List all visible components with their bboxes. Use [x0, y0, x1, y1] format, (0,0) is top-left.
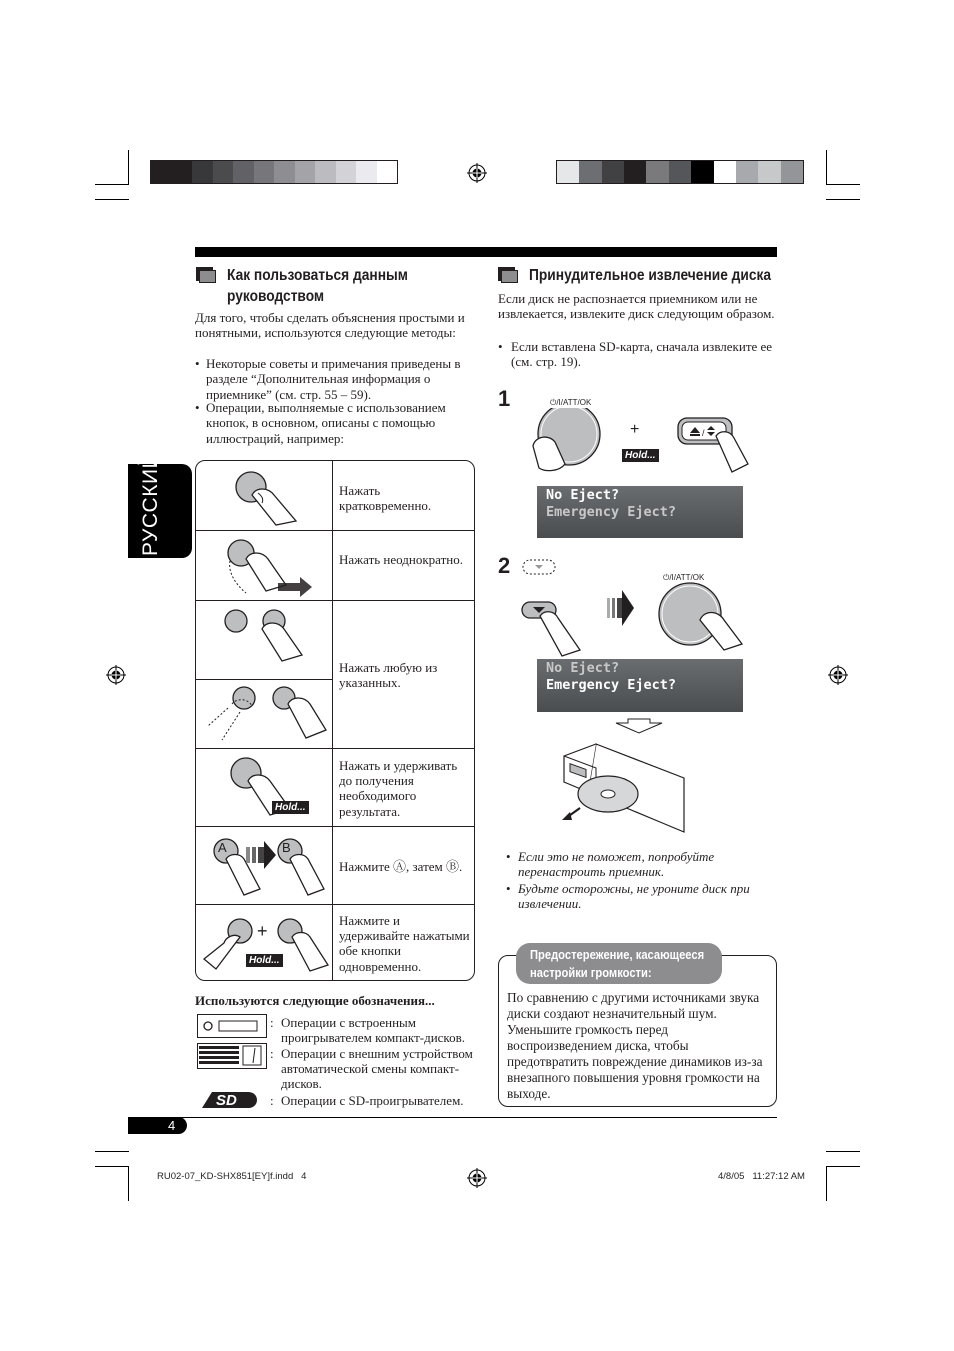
caution-title-pill: [516, 943, 722, 984]
color-swatch: [192, 161, 213, 183]
registration-mark-left: [106, 665, 126, 685]
left-bullet-2: • Операции, выполняемые с использованием кнопок, в основном, описаны с помощью иллюстраций, например:: [195, 400, 475, 446]
right-intro: Если диск не распознается приемником или не извлекается, извлеките диск следующим образом.: [498, 291, 775, 322]
caution-text: По сравнению с другими источниками звука диски создают незначительный шум. Уменьшите громкость перед воспроизведением диска, чтобы предотвратить повреждение динамиков из-за внезапного повышения уровня громкости на выходе.: [507, 990, 763, 1101]
symbol-colon-3: :: [270, 1093, 274, 1108]
color-swatch: [579, 161, 601, 183]
hold-badge: Hold...: [272, 801, 309, 814]
right-note-1: • Если это не поможет, попробуйте перенастроить приемник.: [506, 849, 776, 880]
language-tab: [128, 452, 192, 558]
lcd-1-line2: Emergency Eject?: [546, 504, 677, 520]
press-any-illustration-a: [216, 603, 326, 677]
right-note-2: • Будьте осторожны, не уроните диск при извлечении.: [506, 881, 776, 912]
color-swatch: [646, 161, 668, 183]
color-swatch: [669, 161, 691, 183]
color-swatch: [377, 161, 398, 183]
example-hold-both-text: Нажмите и удерживайте нажатыми обе кнопки одновременно.: [339, 913, 470, 974]
color-swatch: [233, 161, 254, 183]
lcd-2-line2: Emergency Eject?: [546, 677, 677, 693]
next-step-arrow: [607, 588, 635, 628]
page-number-tab: [128, 1117, 187, 1134]
left-heading-line2: руководством: [227, 288, 325, 305]
bottom-rule: [128, 1117, 777, 1118]
svg-text:/: /: [702, 428, 705, 438]
registration-mark-top: [467, 163, 487, 183]
left-intro: Для того, чтобы сделать объяснения простыми и понятными, используются следующие методы:: [195, 310, 465, 341]
down-button-dashed-icon: [522, 559, 556, 575]
plus-sign: +: [630, 421, 640, 438]
left-bullet-1: • Некоторые советы и примечания приведены в разделе “Дополнительная информация о приемнике” (см. стр. 55 – 59).: [195, 356, 475, 402]
svg-text:+: +: [257, 921, 268, 941]
builtin-cd-icon: [197, 1014, 267, 1038]
left-bullet-1-text: Некоторые советы и примечания приведены в разделе “Дополнительная информация о приемнике” (см. стр. 55 – 59).: [206, 356, 461, 402]
step-2-number: 2: [498, 553, 511, 578]
lcd-display-1: [537, 486, 743, 538]
cd-changer-icon: [197, 1043, 267, 1069]
power-button-illustration-1: [515, 408, 605, 474]
color-bar-right: [556, 160, 804, 184]
color-bar-left: [150, 160, 398, 184]
color-swatch: [557, 161, 579, 183]
color-swatch: [336, 161, 357, 183]
color-swatch: [602, 161, 624, 183]
footer-date: 4/8/05 11:27:12 AM: [718, 1171, 805, 1182]
registration-mark-bottom: [467, 1168, 487, 1188]
right-note-1-text: Если это не поможет, попробуйте перенастроить приемник.: [518, 849, 715, 880]
button-examples-table: [195, 460, 475, 981]
hold-badge-step1: Hold...: [622, 449, 659, 462]
right-heading-icon: [498, 267, 518, 283]
press-any-illustration-b: [204, 682, 330, 746]
footer-file: RU02-07_KD-SHX851[EY]f.indd 4: [157, 1171, 307, 1182]
right-bullet-text: Если вставлена SD-карта, сначала извлеките ее (см. стр. 19).: [511, 339, 773, 370]
color-swatch: [172, 161, 193, 183]
example-hold-text: Нажать и удерживать до получения необходимого результата.: [339, 758, 458, 819]
color-swatch: [758, 161, 780, 183]
disc-ejecting-illustration: [560, 738, 690, 838]
color-swatch: [781, 161, 803, 183]
label-b: B: [282, 840, 291, 855]
lcd-2-line1: No Eject?: [546, 660, 620, 676]
language-tab-label: РУССКИЙ: [139, 452, 162, 556]
step-1-number: 1: [498, 386, 511, 411]
result-arrow-down: [614, 718, 664, 734]
color-swatch: [213, 161, 234, 183]
left-heading-line1: Как пользоваться данным: [227, 267, 408, 284]
power-button-label-2: ⏻/I/ATT/OK: [663, 573, 705, 582]
color-swatch: [274, 161, 295, 183]
caution-title: Предостережение, касающееся настройки громкости:: [530, 947, 705, 980]
sd-logo-text: SD: [216, 1092, 237, 1109]
label-a: A: [218, 840, 227, 855]
page-number: 4: [168, 1118, 176, 1133]
power-button-illustration-2: [654, 582, 746, 652]
color-swatch: [151, 161, 172, 183]
right-note-2-text: Будьте осторожны, не уроните диск при извлечении.: [518, 881, 750, 912]
sd-logo-icon: [198, 1088, 262, 1112]
press-repeatedly-illustration: [216, 533, 328, 597]
example-press-any-text: Нажать любую из указанных.: [339, 660, 438, 691]
down-button-illustration: [520, 598, 588, 658]
symbol-colon-2: :: [270, 1046, 274, 1061]
lcd-display-2: [537, 659, 743, 712]
color-swatch: [254, 161, 275, 183]
symbol-desc-1: Операции с встроенным проигрывателем компакт-дисков.: [281, 1015, 465, 1046]
example-a-then-b-text: Нажмите Ⓐ, затем Ⓑ.: [339, 859, 463, 874]
eject-button-illustration: [676, 416, 756, 474]
power-button-label-1: ⏻/I/ATT/OK: [550, 398, 592, 407]
example-press-text: Нажать кратковременно.: [339, 483, 432, 514]
color-swatch: [691, 161, 713, 183]
left-heading-icon: [196, 267, 216, 283]
right-heading: Принудительное извлечение диска: [529, 267, 772, 284]
color-swatch: [295, 161, 316, 183]
color-swatch: [356, 161, 377, 183]
color-swatch: [714, 161, 736, 183]
color-swatch: [315, 161, 336, 183]
color-swatch: [624, 161, 646, 183]
symbol-desc-2: Операции с внешним устройством автоматической смены компакт-дисков.: [281, 1046, 473, 1092]
right-bullet: • Если вставлена SD-карта, сначала извлеките ее (см. стр. 19).: [498, 339, 776, 370]
color-swatch: [736, 161, 758, 183]
lcd-1-line1: No Eject?: [546, 487, 620, 503]
top-rule: [195, 247, 777, 257]
example-press-repeat-text: Нажать неоднократно.: [339, 552, 463, 567]
hold-badge-both: Hold...: [246, 954, 283, 967]
symbols-title: Используются следующие обозначения...: [195, 993, 435, 1008]
symbol-desc-3: Операции с SD-проигрывателем.: [281, 1093, 464, 1108]
left-bullet-2-text: Операции, выполняемые с использованием кнопок, в основном, описаны с помощью иллюстраций, например:: [206, 400, 446, 446]
symbol-colon-1: :: [270, 1015, 274, 1030]
registration-mark-right: [828, 665, 848, 685]
press-once-illustration: [216, 465, 326, 527]
